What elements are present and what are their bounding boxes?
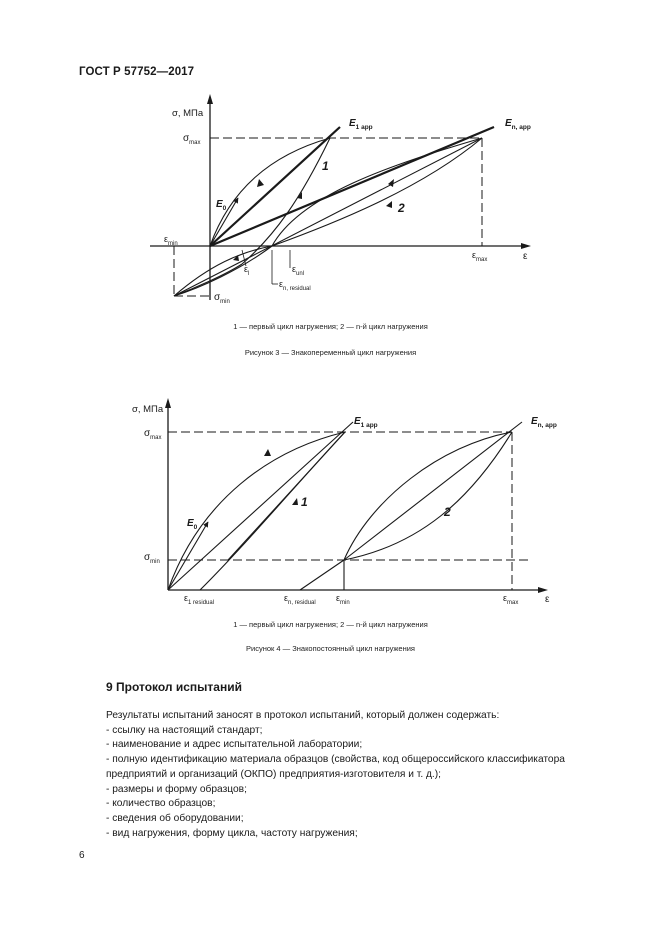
fig4-x-axis-label: ε bbox=[545, 594, 550, 605]
fig4-e0-tangent bbox=[168, 522, 208, 590]
figure-4-caption: Рисунок 4 — Знакопостоянный цикл нагружения bbox=[246, 644, 415, 653]
fig4-x-axis-arrow bbox=[538, 587, 548, 593]
fig4-arrow-down bbox=[292, 498, 298, 505]
fig4-e1app-label: $E_{1 app}$ bbox=[354, 416, 378, 429]
fig3-e0-label: $E_0$ bbox=[216, 199, 227, 212]
figure-4-legend: 1 — первый цикл нагружения; 2 — n-й цикл нагружения bbox=[233, 620, 428, 629]
figure-3-caption: Рисунок 3 — Знакопеременный цикл нагружения bbox=[244, 348, 417, 357]
list-item: - полную идентификацию материала образцов (свойства, код общероссийского классификатора предприятий и организаций (ОКПО) предприятия-изготовителя и т. д.); bbox=[106, 754, 565, 780]
section-body bbox=[106, 709, 621, 841]
fig3-curve1-label: 1 bbox=[322, 159, 329, 173]
fig4-arrow-up bbox=[264, 449, 271, 456]
fig4-curve1-label: 1 bbox=[301, 495, 308, 509]
list-item: - сведения об оборудовании; bbox=[106, 812, 244, 824]
fig4-eps-min-label: $\varepsilon_{min}$ bbox=[336, 593, 350, 606]
fig3-eps-n-residual-label: $\varepsilon_{n, residual}$ bbox=[279, 279, 311, 292]
document-header: ГОСТ Р 57752—2017 bbox=[79, 66, 195, 78]
fig4-y-axis-label: σ, МПа bbox=[132, 404, 164, 415]
list-item: - количество образцов; bbox=[106, 798, 216, 810]
fig3-sigma-min-label: $\sigma_{min}$ bbox=[214, 292, 230, 305]
figure-3-legend: 1 — первый цикл нагружения; 2 — n-й цикл нагружения bbox=[233, 322, 428, 331]
section-title: 9 Протокол испытаний bbox=[106, 680, 242, 694]
fig4-sigma-max-label: $\sigma_{max}$ bbox=[144, 428, 162, 441]
fig4-y-axis-arrow bbox=[165, 398, 171, 408]
fig4-cycleN-reload bbox=[300, 560, 344, 590]
protocol-requirements-list bbox=[106, 724, 621, 842]
fig3-e1app-label: $E_{1 app}$ bbox=[349, 118, 373, 131]
fig4-cycle1-straight bbox=[228, 432, 345, 560]
fig3-eps-max-label: $\varepsilon_{max}$ bbox=[472, 250, 488, 263]
fig4-e0-label: $E_0$ bbox=[187, 518, 198, 531]
fig3-y-axis-label: σ, МПа bbox=[172, 108, 204, 119]
fig4-curve2-label: 2 bbox=[444, 505, 451, 519]
list-item: - наименование и адрес испытательной лаборатории; bbox=[106, 739, 363, 751]
list-item: - размеры и форму образцов; bbox=[106, 783, 247, 795]
list-item: - ссылку на настоящий стандарт; bbox=[106, 724, 263, 736]
section-intro: Результаты испытаний заносят в протокол испытаний, который должен содержать: bbox=[106, 710, 500, 721]
fig4-e1app-secant bbox=[168, 422, 353, 590]
list-item: - вид нагружения, форму цикла, частоту нагружения; bbox=[106, 827, 358, 839]
fig4-enapp-secant bbox=[344, 422, 522, 560]
fig4-epsn-residual-label: $\varepsilon_{n, residual}$ bbox=[284, 593, 316, 606]
fig3-eps-unl-label: $\varepsilon_{unl}$ bbox=[292, 264, 305, 277]
fig3-enapp-label: $E_{n, app}$ bbox=[505, 118, 531, 131]
fig4-eps1-residual-label: $\varepsilon_{1 residual}$ bbox=[184, 593, 215, 606]
page-number: 6 bbox=[79, 850, 85, 861]
fig3-x-axis-label: ε bbox=[523, 251, 528, 262]
fig4-enapp-label: $E_{n, app}$ bbox=[531, 416, 557, 429]
fig4-eps-max-label: $\varepsilon_{max}$ bbox=[503, 593, 519, 606]
fig3-eps-min-label: $\varepsilon_{min}$ bbox=[164, 234, 178, 247]
fig3-curve2-label: 2 bbox=[398, 201, 405, 215]
fig3-eps-l-label: $\varepsilon_l$ bbox=[244, 264, 250, 277]
fig4-sigma-min-label: $\sigma_{min}$ bbox=[144, 552, 160, 565]
fig3-sigma-max-label: $\sigma_{max}$ bbox=[183, 133, 201, 146]
